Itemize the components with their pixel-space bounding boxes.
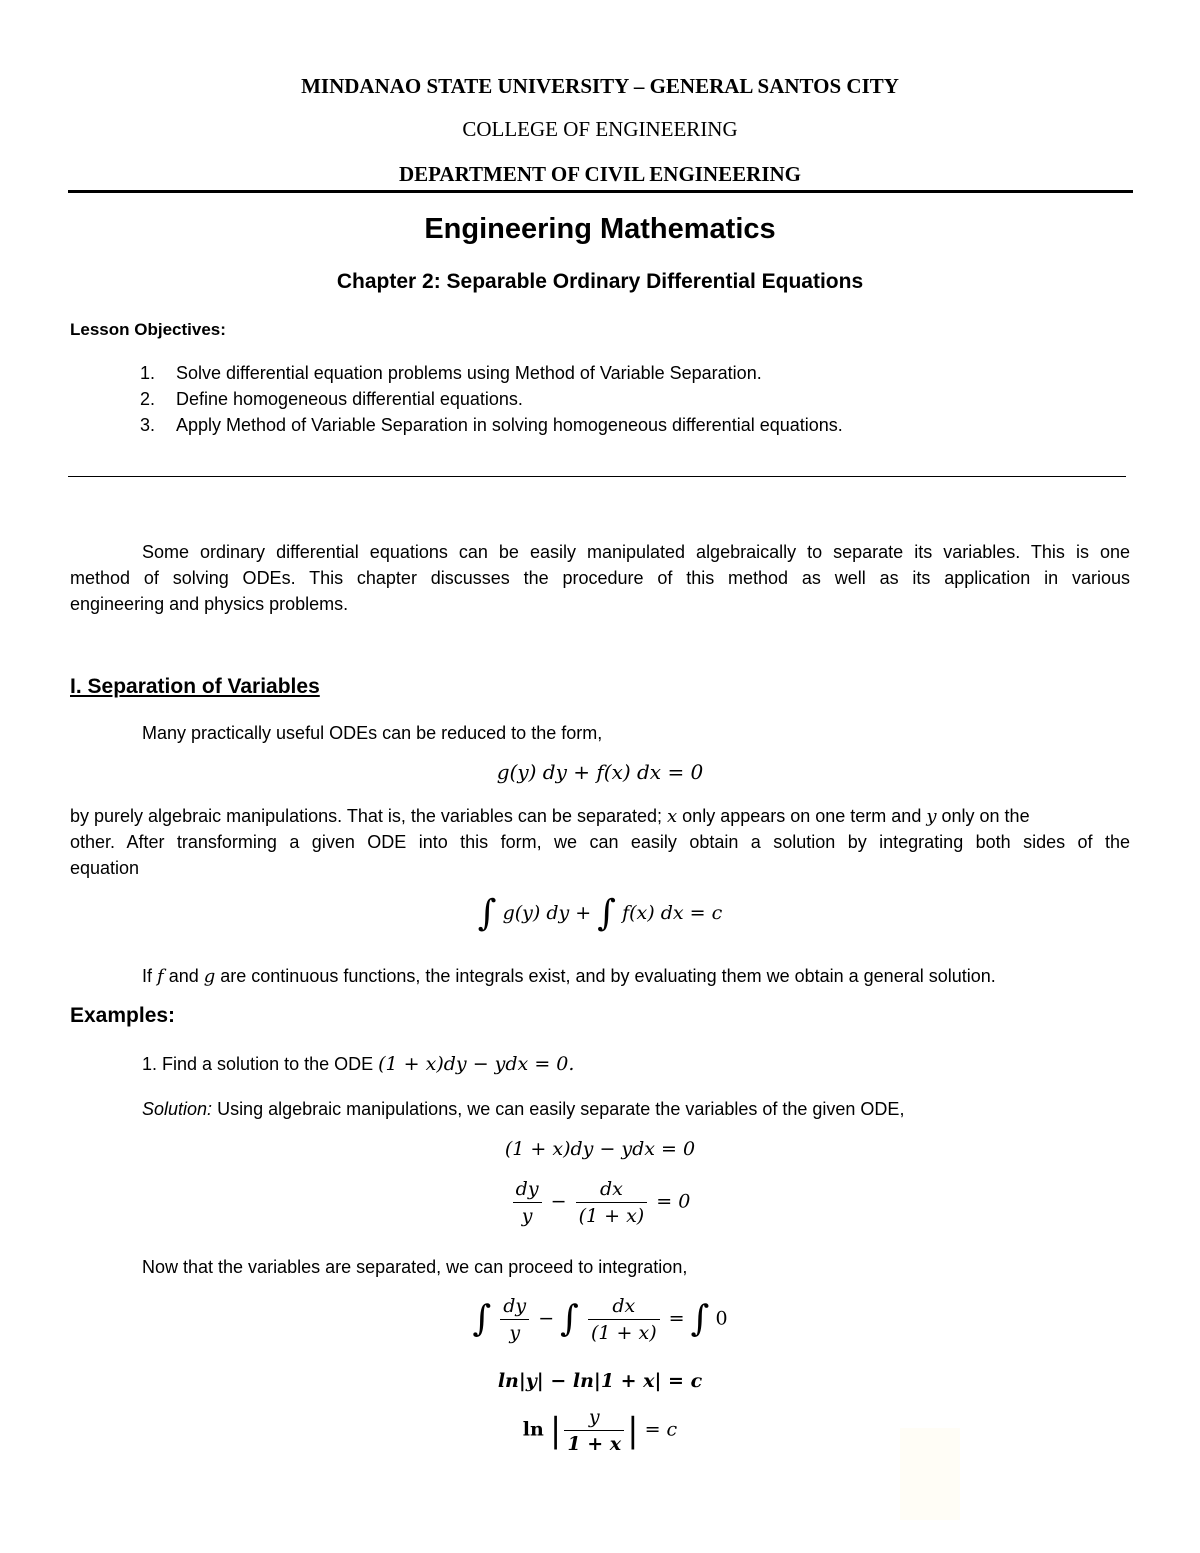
fraction: $\frac{dx}{(1 + x)}$ xyxy=(588,1295,660,1344)
list-item: 3. Apply Method of Variable Separation in solving homogeneous differential equations. xyxy=(140,415,843,435)
section-heading: I. Separation of Variables xyxy=(70,675,320,698)
examples-heading: Examples: xyxy=(70,1004,176,1027)
fraction: $\frac{dy}{y}$ xyxy=(513,1178,542,1227)
integral-sign: ∫ xyxy=(690,1298,710,1340)
page-title: Engineering Mathematics xyxy=(424,213,776,245)
department-name: DEPARTMENT OF CIVIL ENGINEERING xyxy=(398,162,801,186)
integral-sign: ∫ xyxy=(597,893,617,934)
fraction: $\frac{dx}{(1 + x)}$ xyxy=(576,1178,648,1227)
header-divider xyxy=(68,190,1133,193)
objectives-heading: Lesson Objectives: xyxy=(70,320,226,339)
equation-1: (1 + x)dy − ydx = 0 xyxy=(504,1138,696,1160)
integral-sign: ∫ xyxy=(477,893,497,934)
section-paragraph-2-line-3: equation xyxy=(70,858,140,878)
abs-bar-left: | xyxy=(549,1410,562,1451)
equation-2: $\frac{dy}{y}$ − $\frac{dx}{(1 + x)}$ = 0 xyxy=(0,1178,1200,1227)
objectives-list xyxy=(140,360,843,438)
example-1-statement: 1. Find a solution to the ODE (1 + x)dy − ydx = 0. xyxy=(142,1053,575,1075)
fraction: $\frac{dy}{y}$ xyxy=(500,1295,529,1344)
equation-3: ∫ $\frac{dy}{y}$ − ∫ $\frac{dx}{(1 + x)}$ = ∫ 0 xyxy=(472,1295,728,1344)
university-name: MINDANAO STATE UNIVERSITY – GENERAL SANTOS CITY xyxy=(301,74,899,98)
section-paragraph-3: If f and g are continuous functions, the integrals exist, and by evaluating them we obtain a general solution. xyxy=(142,966,996,987)
equation-4: ln|y| − ln|1 + x| = c xyxy=(497,1370,703,1392)
intro-line-1: Some ordinary differential equations can be easily manipulated algebraically to separate its variables. This is one xyxy=(142,542,1130,562)
page-watermark-patch xyxy=(900,1428,960,1520)
college-name: COLLEGE OF ENGINEERING xyxy=(462,117,738,141)
list-item: 1. Solve differential equation problems using Method of Variable Separation. xyxy=(140,363,762,383)
section-paragraph-2-line-2: other. After transforming a given ODE into this form, we can easily obtain a solution by integrating both sides of the xyxy=(70,832,1130,852)
intro-line-2: method of solving ODEs. This chapter discusses the procedure of this method as well as its application in various xyxy=(70,568,1130,588)
equation-separable-form: g(y) dy + f(x) dx = 0 xyxy=(496,760,704,784)
section-paragraph-1: Many practically useful ODEs can be reduced to the form, xyxy=(142,723,603,743)
abs-bar-right: | xyxy=(627,1410,639,1451)
fraction: $\frac{y}{1 + x}$ xyxy=(564,1406,624,1455)
section-divider xyxy=(68,476,1126,477)
equation-integral-form: ∫ g(y) dy + ∫ f(x) dx = c xyxy=(477,893,723,934)
intro-line-3: engineering and physics problems. xyxy=(70,594,349,614)
section-paragraph-2-line-1: by purely algebraic manipulations. That is, the variables can be separated; x only appears on one term and y only on the xyxy=(70,806,1030,827)
chapter-title: Chapter 2: Separable Ordinary Differential Equations xyxy=(336,270,864,293)
integral-sign: ∫ xyxy=(560,1298,579,1340)
integration-paragraph: Now that the variables are separated, we can proceed to integration, xyxy=(142,1257,688,1277)
integral-sign: ∫ xyxy=(472,1298,492,1340)
list-item: 2. Define homogeneous differential equations. xyxy=(140,389,523,409)
equation-5: ln | $\frac{y}{1 + x}$ | = c xyxy=(522,1406,678,1455)
solution-paragraph: Solution: Using algebraic manipulations, we can easily separate the variables of the given ODE, xyxy=(142,1099,905,1119)
